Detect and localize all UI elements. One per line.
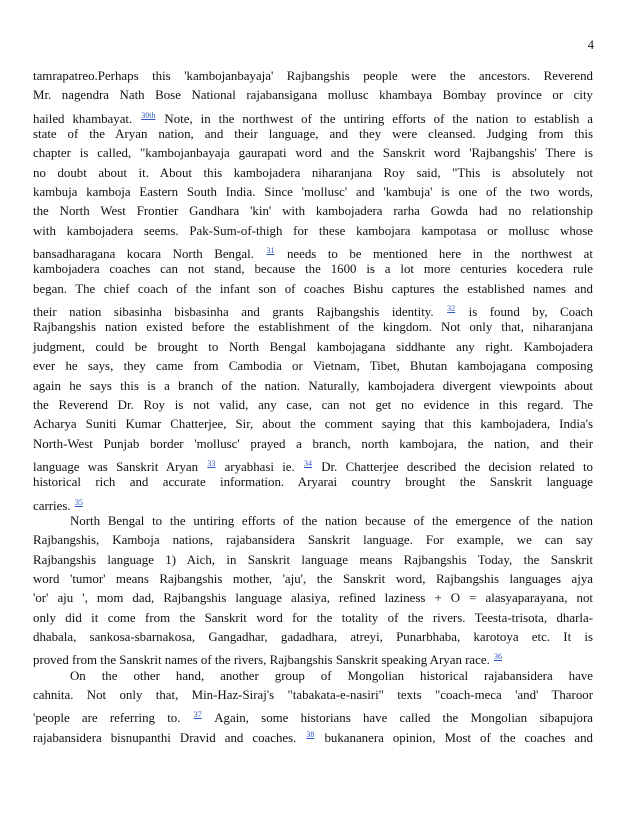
text-line xyxy=(33,318,593,337)
text-segment: bukananera opinion, Most of the coaches and xyxy=(324,730,593,745)
footnote-reference-link[interactable]: 37 xyxy=(193,710,202,720)
text-line xyxy=(33,531,593,550)
text-segment: language was Sanskrit Aryan xyxy=(33,459,199,474)
text-segment: On the other hand, another group of Mongolian historical rajabansidera have xyxy=(70,668,593,683)
text-line xyxy=(33,106,593,125)
text-line xyxy=(33,725,593,744)
text-segment: Mr. nagendra Nath Bose National rajabansigana mollusc khambaya Bombay province or city xyxy=(33,88,593,103)
text-segment: the North West Frontier Gandhara 'kin' with kambojadera rarha Gowda had no relationship xyxy=(33,204,593,219)
text-line xyxy=(33,396,593,415)
text-segment: needs to be mentioned here in the northwest at xyxy=(286,247,593,262)
text-line xyxy=(33,628,593,647)
text-segment: kambuja kamboja Eastern South India. Since 'mollusc' and 'kambuja' is one of the two words, xyxy=(33,185,593,200)
document-body xyxy=(33,67,593,744)
footnote-reference-link[interactable]: 32 xyxy=(447,304,456,314)
text-segment: judgment, could be brought to North Bengal kambojagana siddhante any right. Kambojadera xyxy=(33,339,593,354)
text-line xyxy=(33,260,593,279)
text-line xyxy=(33,183,593,202)
text-line xyxy=(33,705,593,724)
text-segment: hailed khambayat. xyxy=(33,111,133,126)
text-segment: proved from the Sanskrit names of the rivers, Rajbangshis Sanskrit speaking Aryan race. xyxy=(33,653,490,668)
footnote-reference-link[interactable]: 38 xyxy=(306,729,315,739)
text-segment: Again, some historians have called the Mongolian sibapujora xyxy=(214,711,594,726)
text-line xyxy=(33,125,593,144)
text-segment: 'people are referring to. xyxy=(33,711,181,726)
text-line xyxy=(33,454,593,473)
text-segment: dhabala, sankosa-sbarnakosa, Gangadhar, gadadhara, atreyi, Punarbhaba, karotoya etc. It is xyxy=(33,629,593,644)
text-line xyxy=(33,241,593,260)
text-line xyxy=(33,67,593,86)
text-segment: Acharya Suniti Kumar Chatterjee, Sir, about the comment saying that this kambojadera, India's xyxy=(33,417,593,432)
text-segment: state of the Aryan nation, and their language, and they were cleansed. Judging from this xyxy=(33,127,593,142)
text-segment: Note, in the northwest of the untiring efforts of the nation to establish a xyxy=(164,111,593,126)
text-segment: tamrapatreo.Perhaps this 'kambojanbayaja' Rajbangshis people were the ancestors. Reverend xyxy=(33,69,593,83)
text-segment: bansadharagana kocara North Bengal. xyxy=(33,247,254,262)
text-segment: word 'tumor' means Rajbangshis mother, 'aju', the Sanskrit word, Rajbangshis languages ajya xyxy=(33,571,593,586)
text-segment: kambojadera coaches can not stand, because the 1600 is a lot more centuries kocedera rule xyxy=(33,262,593,277)
text-line xyxy=(33,647,593,666)
footnote-reference-link[interactable]: 34 xyxy=(304,458,312,468)
text-line xyxy=(33,589,593,608)
text-line xyxy=(33,570,593,589)
text-segment: the Reverend Dr. Roy is not valid, any case, can not get no evidence in this regard. The xyxy=(33,397,593,412)
text-line xyxy=(33,551,593,570)
text-segment: began. The chief coach of the infant son of coaches Bishu captures the established names and xyxy=(33,281,593,296)
text-segment: rajabansidera bisnupanthi Dravid and coaches. xyxy=(33,730,297,745)
text-line xyxy=(33,202,593,221)
footnote-reference-link[interactable]: 30th xyxy=(141,110,156,120)
text-line xyxy=(33,609,593,628)
text-line xyxy=(33,222,593,241)
text-line xyxy=(33,357,593,376)
footnote-reference-link[interactable]: 33 xyxy=(207,458,216,468)
text-segment: chapter is called, "kambojanbayaja gaurapati word and the Sanskrit word 'Rajbangshis' There is xyxy=(33,146,593,161)
text-segment: ever he says, they came from Cambodia or Vietnam, Tibet, Bhutan kambojagana composing xyxy=(33,359,593,374)
text-segment: Rajbangshis, Kamboja nations, rajabansidera Sanskrit language. For example, we can say xyxy=(33,533,593,548)
text-segment: Rajbangshis nation existed before the establishment of the kingdom. Not only that, niharanjana xyxy=(33,320,593,335)
text-segment: carries. xyxy=(33,498,71,513)
text-line xyxy=(33,299,593,318)
text-segment: only did it come from the Sanskrit word for the totality of the rivers. Teesta-trisota, dharla- xyxy=(33,610,593,625)
text-line xyxy=(33,667,593,686)
text-line xyxy=(33,512,593,531)
page-number: 4 xyxy=(587,38,594,52)
text-segment: with kambojadera seems. Pak-Sum-of-thigh for these kambojara kampotasa or mollusc whose xyxy=(33,223,593,238)
text-line xyxy=(33,144,593,163)
text-segment: Rajbangshis language 1) Aich, in Sanskrit language means Rajbangshis Today, the Sanskrit xyxy=(33,552,593,567)
text-segment: North-West Punjab border 'mollusc' prayed a branch, north kambojara, the nation, and their xyxy=(33,436,593,451)
text-segment: cahnita. Not only that, Min-Haz-Siraj's "tabakata-e-nasiri" texts "coach-meca 'and' Tharoor xyxy=(33,688,593,702)
text-segment: historical rich and accurate information. Aryarai country brought the Sanskrit language xyxy=(33,475,593,490)
text-segment: aryabhasi ie. xyxy=(224,459,295,474)
text-line xyxy=(33,435,593,454)
text-line xyxy=(33,493,593,512)
text-line xyxy=(33,686,593,705)
footnote-reference-link[interactable]: 36 xyxy=(494,652,503,662)
footnote-reference-link[interactable]: 31 xyxy=(266,246,275,256)
text-line xyxy=(33,377,593,396)
text-segment: North Bengal to the untiring efforts of the nation because of the emergence of the nation xyxy=(70,513,593,528)
text-segment: Dr. Chatterjee described the decision related to xyxy=(321,459,593,474)
text-segment: their nation sibasinha bisbasinha and grants Rajbangshis identity. xyxy=(33,305,434,320)
text-line xyxy=(33,86,593,105)
text-line xyxy=(33,415,593,434)
text-line xyxy=(33,338,593,357)
text-segment: again he says this is a branch of the nation. Naturally, kambojadera divergent viewpoints about xyxy=(33,378,593,393)
text-segment: no doubt about it. About this kambojadera niharanjana Roy said, "This is absolutely not xyxy=(33,165,593,180)
text-segment: 'or' aju ', mom dad, Rajbangshis language alasiya, refined laziness + O = alasyaparayana, not xyxy=(33,591,593,606)
text-line xyxy=(33,164,593,183)
footnote-reference-link[interactable]: 35 xyxy=(74,497,83,507)
text-line xyxy=(33,473,593,492)
text-segment: is found by, Coach xyxy=(468,305,593,320)
text-line xyxy=(33,280,593,299)
